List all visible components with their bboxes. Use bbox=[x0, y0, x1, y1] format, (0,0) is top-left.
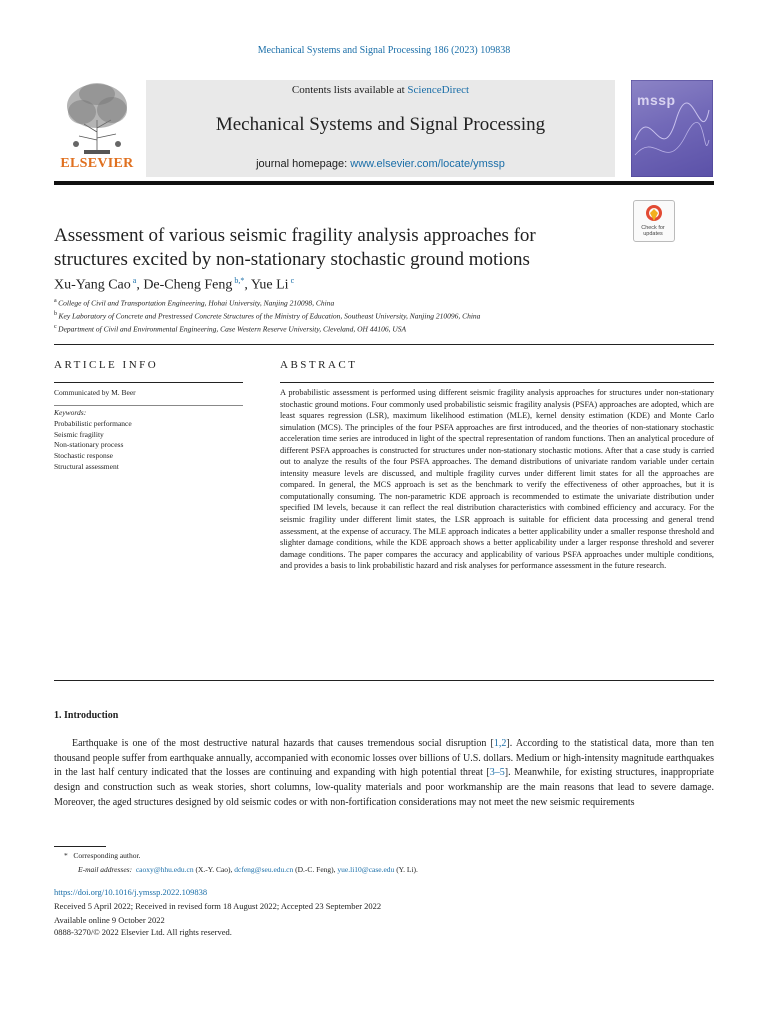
email-owner: (D.-C. Feng), bbox=[293, 865, 338, 874]
contents-prefix: Contents lists available at bbox=[291, 84, 408, 96]
author-name[interactable]: Yue Li bbox=[250, 277, 289, 293]
homepage-prefix: journal homepage: bbox=[256, 158, 351, 170]
keyword-item: Non-stationary process bbox=[54, 440, 124, 450]
email-owner: (X.-Y. Cao), bbox=[193, 865, 235, 874]
available-online: Available online 9 October 2022 bbox=[54, 915, 165, 925]
affiliation-marker: a bbox=[54, 298, 59, 304]
footnote-rule bbox=[54, 846, 106, 847]
affiliation-item bbox=[54, 298, 334, 308]
author-separator: , bbox=[244, 277, 251, 293]
elsevier-wordmark: ELSEVIER bbox=[60, 156, 134, 171]
section-heading-introduction: 1. Introduction bbox=[54, 710, 119, 721]
email-label: E-mail addresses: bbox=[78, 865, 133, 874]
keyword-item: Probabilistic performance bbox=[54, 418, 132, 428]
sciencedirect-link[interactable]: ScienceDirect bbox=[407, 84, 470, 96]
communicated-by: Communicated by M. Beer bbox=[54, 388, 136, 397]
author-name[interactable]: Xu-Yang Cao bbox=[54, 277, 131, 293]
affiliation-item bbox=[54, 324, 406, 334]
author-separator: , bbox=[136, 277, 144, 293]
journal-homepage-line bbox=[146, 158, 615, 170]
author-affiliation-marker[interactable]: c bbox=[288, 276, 295, 285]
intro-text-part: Earthquake is one of the most destructive natural hazards that causes tremendous social disruption [ bbox=[72, 738, 494, 749]
keyword-item: Stochastic response bbox=[54, 451, 113, 461]
keywords-block bbox=[54, 408, 132, 473]
abstract-bottom-rule bbox=[54, 680, 714, 681]
abstract-heading: ABSTRACT bbox=[280, 359, 358, 371]
email-owner: (Y. Li). bbox=[394, 865, 418, 874]
article-info-heading: ARTICLE INFO bbox=[54, 359, 159, 371]
corresponding-text: Corresponding author. bbox=[73, 851, 141, 860]
affiliation-text: Key Laboratory of Concrete and Prestressed Concrete Structures of the Ministry of Education, Southeast University, Nanjing 210096, China bbox=[58, 311, 481, 321]
doi-link[interactable]: https://doi.org/10.1016/j.ymssp.2022.109838 bbox=[54, 887, 208, 897]
affiliation-marker: b bbox=[54, 311, 59, 317]
email-link-feng[interactable]: dcfeng@seu.edu.cn bbox=[234, 865, 294, 874]
affiliation-text: Department of Civil and Environmental Engineering, Case Western Reserve University, Cleveland, OH 44106, USA bbox=[58, 324, 407, 334]
citation-link[interactable]: 1,2 bbox=[493, 738, 507, 749]
author-name[interactable]: De-Cheng Feng bbox=[143, 277, 233, 293]
journal-name: Mechanical Systems and Signal Processing bbox=[215, 114, 546, 135]
intro-text-part: ]. According to the statistical data, more than ten thousand people suffer from earthquake annually, accompanied with economic losses over billions of U.S. dollars. Medium or high-intensity magnitude earthquakes in the last half century indicated that the losses are continuing and expanding with high potential threat [ bbox=[54, 738, 714, 779]
check-for-updates-label: Check for updates bbox=[641, 225, 665, 237]
keyword-item: Structural assessment bbox=[54, 461, 119, 471]
author-affiliation-marker[interactable]: b,* bbox=[232, 276, 245, 285]
author-list bbox=[54, 276, 294, 294]
abstract-rule bbox=[280, 382, 714, 383]
citation-link[interactable]: 3–5 bbox=[489, 767, 505, 779]
abstract-text: A probabilistic assessment is performed using different seismic fragility analysis approaches for structures under non-stationary stochastic ground motions. Four commonly used probabilistic seismic fragility analysis (PSFA) approaches are adopted, which are least squares regression (LSR), maximum likelihood estimation (MLE), kernel density estimation (KDE) and Monte Carlo simulation (MCS). The principles of the four PSFA approaches are first introduced, and the theories of non-stationary stochastic acceleration time series are introduced in light of the spectral representation of random functions. Then an analytical procedure of different PSFA approaches is constructed for structures under non-stationary stochastic motions. After that a case study is carried out to analyze the results of the four PSFA approaches. The demand distributions of univariate random variable under certain intensity measure levels are discussed, and multiple fragility curves under different limit states for all the approaches are compared. In general, the MCS approach is set as the benchmark to verify the effectiveness of other approaches, but it is computationally consuming. The non-parametric KDE approach is recommended to estimate the univariate distribution under specified IM levels, because it can reflect the real distribution characteristics with combined efficiency and accuracy. For the seismic fragility under different limit states, the LSR approach is suitable for efficient data processing and general trend assessment, at the expense of accuracy. The MLE approach indicates a better applicability under a smaller response threshold and slighter damage conditions, while the KDE approach shows a better applicability under a larger response threshold and severer damage conditions. The paper compares the accuracy and applicability of various PSFA approaches under multiple conditions, and provides a basis to link probabilistic hazard and risk analyses for performance assessment in the future research. bbox=[280, 388, 714, 571]
keyword-list bbox=[54, 419, 132, 473]
email-link-cao[interactable]: caoxy@hhu.edu.cn bbox=[135, 865, 194, 874]
journal-homepage-link[interactable]: www.elsevier.com/locate/ymssp bbox=[350, 158, 505, 170]
email-link-li[interactable]: yue.li10@case.edu bbox=[337, 865, 395, 874]
journal-reference[interactable]: Mechanical Systems and Signal Processing 186 (2023) 109838 bbox=[257, 45, 511, 56]
affiliation-text: College of Civil and Transportation Engineering, Hohai University, Nanjing 210098, China bbox=[58, 298, 335, 308]
keyword-item: Seismic fragility bbox=[54, 429, 104, 439]
affiliation-item bbox=[54, 311, 480, 321]
keywords-label: Keywords: bbox=[54, 408, 87, 417]
introduction-paragraph bbox=[54, 737, 714, 811]
received-dates: Received 5 April 2022; Received in revised form 18 August 2022; Accepted 23 September 2022 bbox=[54, 901, 382, 911]
author-affiliation-marker[interactable]: a bbox=[130, 276, 137, 285]
header-rule bbox=[54, 181, 714, 185]
affiliation-rule bbox=[54, 344, 714, 345]
paper-title: Assessment of various seismic fragility analysis approaches for structures excited by non-stationary stochastic ground motions bbox=[54, 225, 536, 270]
corresponding-author-note: * Corresponding author. bbox=[64, 851, 141, 860]
contents-available-line bbox=[146, 84, 615, 96]
intro-text-part: ]. Meanwhile, for existing structures, inappropriate design and construction such as weak stories, short columns, low-quality materials and poor workmanship are the main reasons that lead to severe damage. Moreover, the aged structures designed by old seismic codes or with non-fortification considerations may not meet the new seismic requirements bbox=[54, 767, 714, 808]
article-info-divider bbox=[54, 405, 243, 406]
article-info-rule bbox=[54, 382, 243, 383]
cover-title: mssp bbox=[637, 92, 676, 108]
affiliation-marker: c bbox=[54, 324, 59, 330]
copyright-notice: 0888-3270/© 2022 Elsevier Ltd. All rights reserved. bbox=[54, 927, 232, 937]
email-addresses bbox=[78, 865, 418, 874]
